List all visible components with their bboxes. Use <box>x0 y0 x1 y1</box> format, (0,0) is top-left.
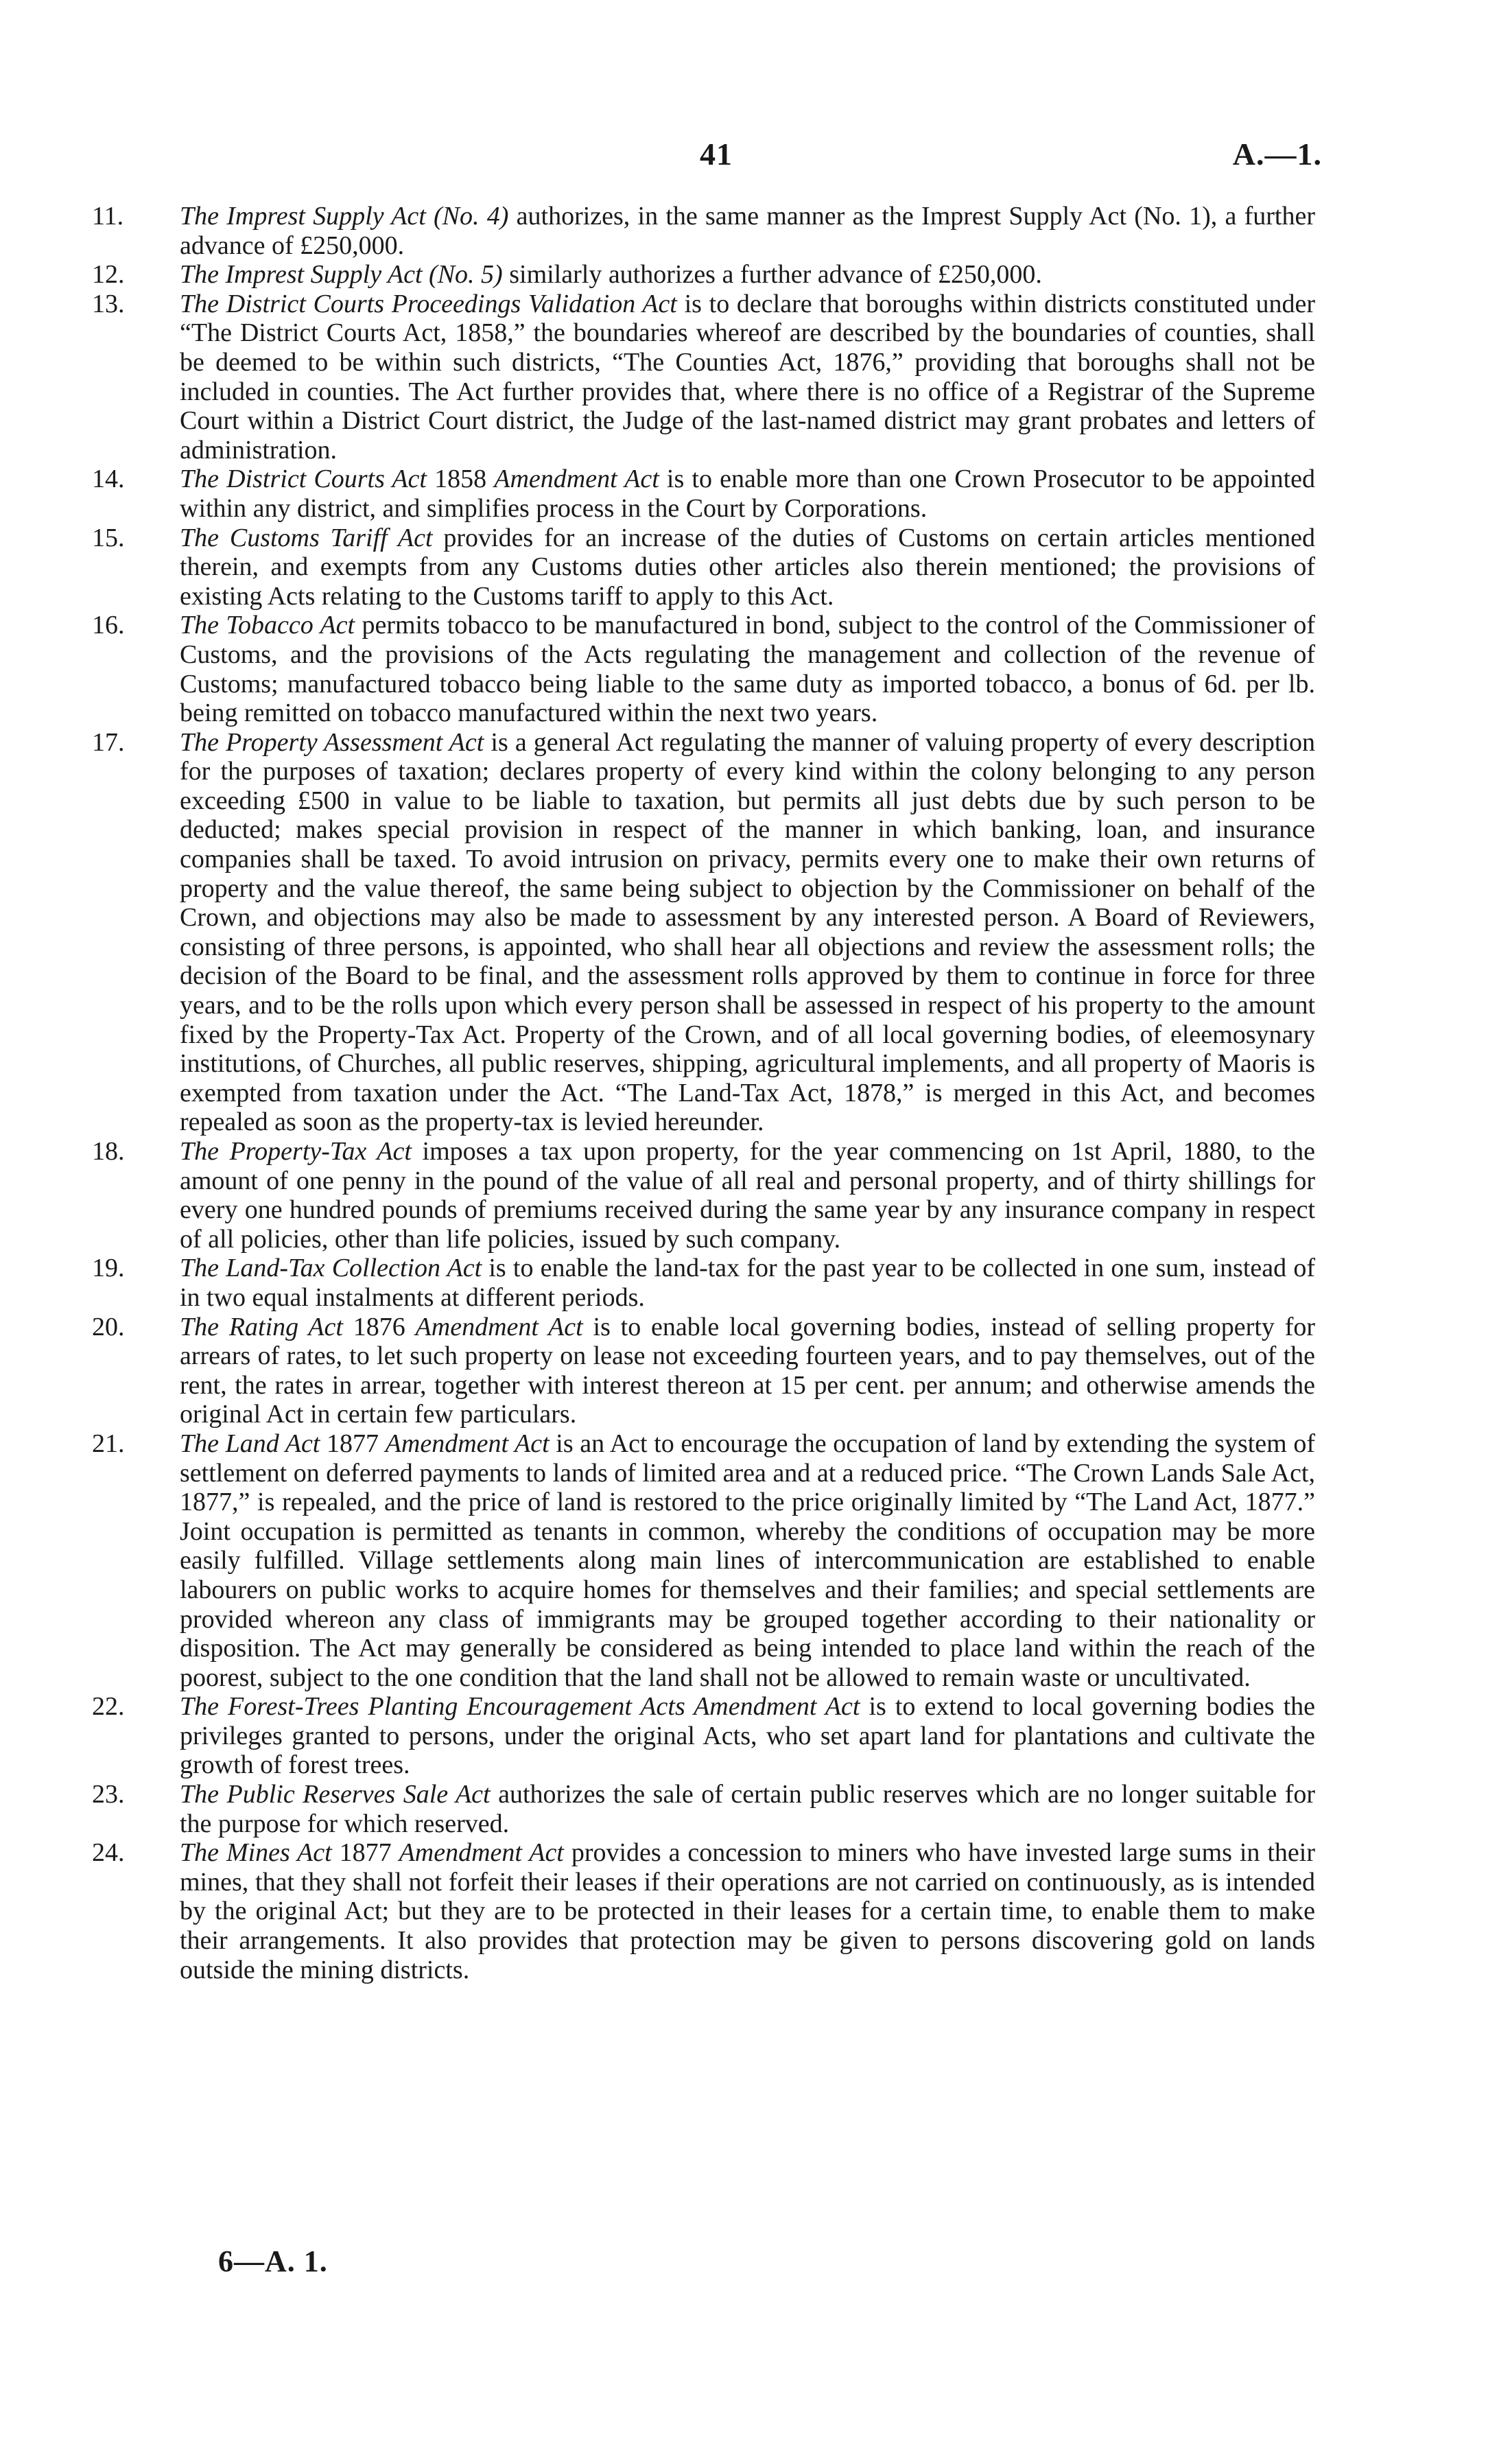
list-item-24 <box>92 1838 1315 1984</box>
item-number: 20. <box>92 1312 125 1341</box>
list-item-14 <box>92 465 1315 523</box>
item-number: 13. <box>92 289 125 318</box>
item-number: 17. <box>92 727 125 757</box>
list-item-12 <box>92 260 1315 290</box>
item-number: 24. <box>92 1838 125 1868</box>
act-title: The Land-Tax Collection Act <box>180 1254 482 1283</box>
item-number: 14. <box>92 465 125 494</box>
act-description: is a general Act regulating the manner of valuing property of every description for the purposes of taxation; declares property of every kind within the colony belonging to any person exceeding £500 in value to be liable to taxation, but permits all just debts due by such person to be deducted; makes special provision in respect of the manner in which banking, loan, and insurance companies shall be taxed. To avoid intrusion on privacy, permits every one to make their own returns of property and the value thereof, the same being subject to objection by the Commissioner on behalf of the Crown, and objections may also be made to assessment by any interested person. A Board of Reviewers, consisting of three persons, is appointed, who shall hear all objections and review the assessment rolls; the decision of the Board to be final, and the assessment rolls approved by them to continue in force for three years, and to be the rolls upon which every person shall be assessed in respect of his property to the amount fixed by the Property-Tax Act. Property of the Crown, and of all local governing bodies, of eleemosynary institutions, of Churches, all public reserves, shipping, agricultural implements, and all property of Maoris is exempted from taxation under the Act. “The Land-Tax Act, 1878,” is merged in this Act, and becomes repealed as soon as the property-tax is levied hereunder. <box>180 727 1315 1137</box>
list-item-18 <box>92 1137 1315 1254</box>
list-item-16 <box>92 611 1315 727</box>
document-reference: A.—1. <box>1232 137 1322 172</box>
item-number: 22. <box>92 1692 125 1722</box>
act-year: 1877 <box>331 1838 399 1868</box>
act-title: The Forest-Trees Planting Encouragement Acts Amendment Act <box>180 1692 860 1722</box>
act-year: 1877 <box>320 1429 386 1458</box>
act-title: The Public Reserves Sale Act <box>180 1780 491 1809</box>
act-description: authorizes, in the same manner as the Imprest Supply Act (No. 1), a further advance of £250,000. <box>180 202 1316 260</box>
act-description: is to enable the land-tax for the past year to be collected in one sum, instead of in two equal instalments at different periods. <box>180 1254 1316 1312</box>
act-title: The Rating Act <box>180 1312 343 1341</box>
item-number: 16. <box>92 611 125 640</box>
printer-signature: 6—A. 1. <box>218 2244 328 2278</box>
act-description: is to enable more than one Crown Prosecutor to be appointed within any district, and simplifies process in the Court by Corporations. <box>180 465 1316 523</box>
item-number: 19. <box>92 1254 125 1283</box>
act-description: provides a concession to miners who have invested large sums in their mines, that they shall not forfeit their leases if their operations are not carried on continuously, as is intended by the original Act; but they are to be protected in their leases for a certain time, to enable them to make their arrangements. It also provides that protection may be given to persons discovering gold on lands outside the mining districts. <box>180 1838 1315 1984</box>
act-description: is to declare that boroughs within districts constituted under “The District Courts Act, 1858,” the boundaries whereof are described by the boundaries of counties, shall be deemed to be within such districts, “The Counties Act, 1876,” providing that boroughs shall not be included in counties. The Act further provides that, where there is no office of a Registrar of the Supreme Court within a District Court district, the Judge of the last-named district may grant probates and letters of administration. <box>180 289 1316 465</box>
item-number: 21. <box>92 1429 125 1458</box>
act-title: The Tobacco Act <box>180 611 355 640</box>
act-year: 1876 <box>342 1312 416 1341</box>
act-title-suffix: Amendment Act <box>415 1312 583 1341</box>
act-title: The District Courts Proceedings Validation Act <box>180 289 677 318</box>
act-description: permits tobacco to be manufactured in bond, subject to the control of the Commissioner of Customs, and the provisions of the Acts regulating the management and collection of the revenue of Customs; manufactured tobacco being liable to the same duty as imported tobacco, a bonus of 6d. per lb. being remitted on tobacco manufactured within the next two years. <box>180 611 1315 728</box>
item-number: 11. <box>92 202 124 231</box>
act-title: The Property-Tax Act <box>180 1137 412 1166</box>
list-item-17 <box>92 728 1315 1137</box>
act-description: authorizes the sale of certain public reserves which are no longer suitable for the purpose for which reserved. <box>180 1780 1316 1838</box>
list-item-11 <box>92 202 1315 260</box>
act-title-suffix: Amendment Act <box>399 1838 564 1868</box>
page-number: 41 <box>700 137 733 172</box>
list-item-19 <box>92 1254 1315 1312</box>
list-item-21 <box>92 1429 1315 1692</box>
list-item-23 <box>92 1780 1315 1838</box>
item-number: 23. <box>92 1780 125 1809</box>
act-description: is an Act to encourage the occupation of land by extending the system of settlement on deferred payments to lands of limited area and at a reduced price. “The Crown Lands Sale Act, 1877,” is repealed, and the price of land is restored to the price originally limited by “The Land Act, 1877.” Joint occupation is permitted as tenants in common, whereby the conditions of occupation may be more easily fulfilled. Village settlements along main lines of intercommunication are established to enable labourers on public works to acquire homes for themselves and their families; and special settlements are provided whereon any class of immigrants may be grouped together according to their nationality or disposition. The Act may generally be considered as being intended to place land within the reach of the poorest, subject to the one condition that the land shall not be allowed to remain waste or uncultivated. <box>180 1429 1316 1692</box>
item-number: 12. <box>92 260 125 290</box>
act-year: 1858 <box>426 465 495 494</box>
act-title: The District Courts Act <box>180 465 427 494</box>
act-description: is to enable local governing bodies, instead of selling property for arrears of rates, to let such property on lease not exceeding fourteen years, and to pay themselves, out of the rent, the rates in arrear, together with interest thereon at 15 per cent. per annum; and otherwise amends the original Act in certain few particulars. <box>180 1312 1316 1429</box>
list-item-20 <box>92 1313 1315 1429</box>
item-number: 18. <box>92 1137 125 1166</box>
act-description: is to extend to local governing bodies the privileges granted to persons, under the original Acts, who set apart land for plantations and cultivate the growth of forest trees. <box>180 1692 1316 1780</box>
act-description: similarly authorizes a further advance of £250,000. <box>502 260 1042 290</box>
list-item-13 <box>92 290 1315 465</box>
act-title: The Property Assessment Act <box>180 727 484 757</box>
act-title-suffix: Amendment Act <box>494 465 659 494</box>
act-title: The Imprest Supply Act (No. 4) <box>180 202 509 231</box>
list-item-15 <box>92 524 1315 611</box>
act-description: imposes a tax upon property, for the year commencing on 1st April, 1880, to the amount of one penny in the pound of the value of all real and personal property, and of thirty shillings for every one hundred pounds of premiums received during the same year by any insurance company in respect of all policies, other than life policies, issued by such company. <box>180 1137 1315 1254</box>
item-number: 15. <box>92 523 125 552</box>
list-item-22 <box>92 1692 1315 1780</box>
act-title-suffix: Amendment Act <box>385 1429 550 1458</box>
act-title: The Imprest Supply Act (No. 5) <box>180 260 503 290</box>
act-description: provides for an increase of the duties of Customs on certain articles mentioned therein, and exempts from any Customs duties other articles also therein mentioned; the provisions of existing Acts relating to the Customs tariff to apply to this Act. <box>180 523 1315 611</box>
act-title: The Customs Tariff Act <box>180 523 433 552</box>
page-header <box>0 136 1499 177</box>
act-title: The Land Act <box>180 1429 320 1458</box>
act-title: The Mines Act <box>180 1838 332 1868</box>
act-list <box>92 202 1315 1984</box>
